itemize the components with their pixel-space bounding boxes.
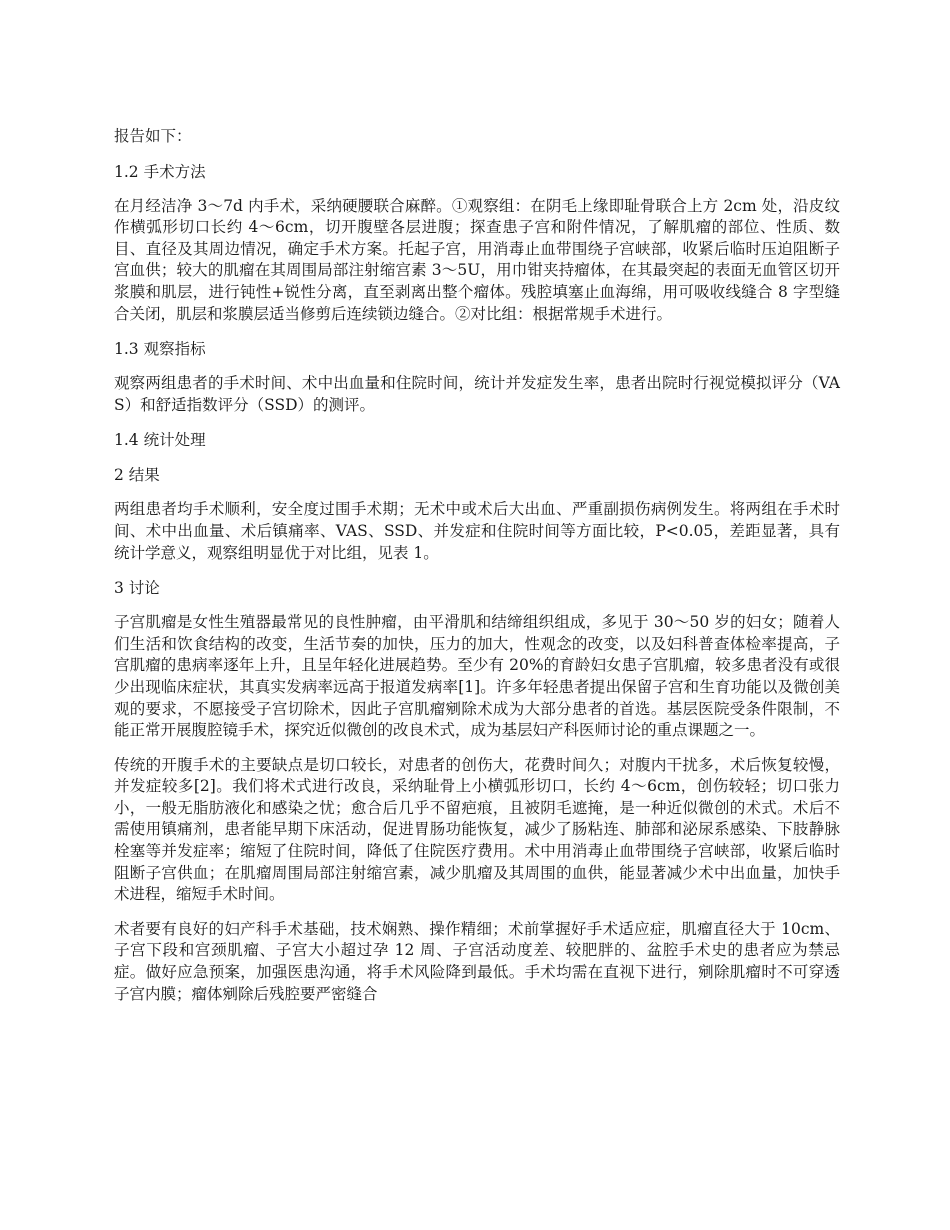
section-heading-discussion: 3 讨论 — [114, 579, 160, 598]
document-body — [114, 126, 840, 1018]
paragraph-surgical-method: 在月经洁净 3～7d 内手术，采纳硬腰联合麻醉。①观察组：在阴毛上缘即耻骨联合上方 2cm 处，沿皮纹作横弧形切口长约 4～6cm，切开腹壁各层进腹；探查患子宫和附件情况，了解肌瘤的部位、性质、数目、直径及其周边情况，确定手术方案。托起子宫，用消毒止血带围绕子宫峡部，收紧后临时压迫阻断子宫血供；较大的肌瘤在其周围局部注射缩宫素 3～5U，用巾钳夹持瘤体，在其最突起的表面无血管区切开浆膜和肌层，进行钝性+锐性分离，直至剥离出整个瘤体。残腔填塞止血海绵，用可吸收线缝合 8 字型缝合关闭，肌层和浆膜层适当修剪后连续锁边缝合。②对比组：根据常规手术进行。 — [114, 196, 840, 323]
paragraph-observation-indicators: 观察两组患者的手术时间、术中出血量和住院时间，统计并发症发生率，患者出院时行视觉模拟评分（VAS）和舒适指数评分（SSD）的测评。 — [114, 374, 840, 414]
paragraph-discussion-1: 子宫肌瘤是女性生殖器最常见的良性肿瘤，由平滑肌和结缔组织组成，多见于 30～50 岁的妇女；随着人们生活和饮食结构的改变，生活节奏的加快，压力的加大，性观念的改变，以及妇科普查体检率提高，子宫肌瘤的患病率逐年上升，且呈年轻化进展趋势。至少有 20%的育龄妇女患子宫肌瘤，较多患者没有或很少出现临床症状，其真实发病率远高于报道发病率[1]。许多年轻患者提出保留子宫和生育功能以及微创美观的要求，不愿接受子宫切除术，因此子宫肌瘤剜除术成为大部分患者的首选。基层医院受条件限制，不能正常开展腹腔镜手术，探究近似微创的改良术式，成为基层妇产科医师讨论的重点课题之一。 — [114, 613, 840, 740]
paragraph-results: 两组患者均手术顺利，安全度过围手术期；无术中或术后大出血、严重副损伤病例发生。将两组在手术时间、术中出血量、术后镇痛率、VAS、SSD、并发症和住院时间等方面比较，P<0.05，差距显著，具有统计学意义，观察组明显优于对比组，见表 1。 — [114, 500, 840, 562]
paragraph-intro: 报告如下： — [114, 127, 192, 145]
section-heading-observation-indicators: 1.3 观察指标 — [114, 340, 206, 359]
paragraph-discussion-2: 传统的开腹手术的主要缺点是切口较长，对患者的创伤大，花费时间久；对腹内干扰多，术后恢复较慢，并发症较多[2]。我们将术式进行改良，采纳耻骨上小横弧形切口，长约 4～6cm，创伤较轻；切口张力小，一般无脂肪液化和感染之忧；愈合后几乎不留疤痕，且被阴毛遮掩，是一种近似微创的术式。术后不需使用镇痛剂，患者能早期下床活动，促进胃肠功能恢复，减少了肠粘连、肺部和泌尿系感染、下肢静脉栓塞等并发症率；缩短了住院时间，降低了住院医疗费用。术中用消毒止血带围绕子宫峡部，收紧后临时阻断子宫供血；在肌瘤周围局部注射缩宫素，减少肌瘤及其周围的血供，能显著减少术中出血量，加快手术进程，缩短手术时间。 — [114, 755, 840, 904]
section-heading-surgical-method: 1.2 手术方法 — [114, 162, 206, 181]
paragraph-discussion-3: 术者要有良好的妇产科手术基础，技术娴熟、操作精细；术前掌握好手术适应症，肌瘤直径大于 10cm、子宫下段和宫颈肌瘤、子宫大小超过孕 12 周、子宫活动度差、较肥胖的、盆腔手术史的患者应为禁忌症。做好应急预案，加强医患沟通，将手术风险降到最低。手术均需在直视下进行，剜除肌瘤时不可穿透子宫内膜；瘤体剜除后残腔要严密缝合 — [114, 919, 840, 1003]
section-heading-statistics: 1.4 统计处理 — [114, 431, 206, 450]
section-heading-results: 2 结果 — [114, 466, 160, 485]
